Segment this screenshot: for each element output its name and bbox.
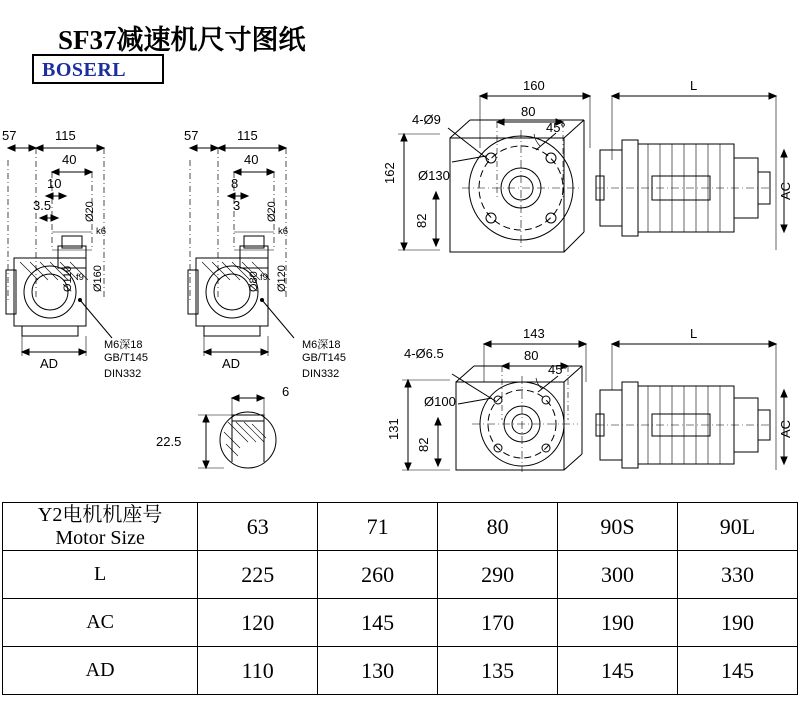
dim-l2-40: 40 xyxy=(244,152,259,167)
cell-AD-63: 110 xyxy=(198,647,318,695)
table-header-col-1: 71 xyxy=(318,503,438,551)
cell-L-90L: 330 xyxy=(677,551,797,599)
dim-l2-115: 115 xyxy=(237,128,258,143)
dim-l2-f9: f9 xyxy=(260,272,268,283)
dim-l2-AD: AD xyxy=(222,356,241,371)
motor-size-table xyxy=(2,502,798,695)
note-l1-gb: GB/T145 xyxy=(104,352,149,364)
row-label-L: L xyxy=(3,551,198,599)
bottom-right-view xyxy=(402,341,787,472)
table-row xyxy=(3,647,798,695)
cell-AC-90S: 190 xyxy=(558,599,678,647)
table-header-row xyxy=(3,503,798,551)
cell-L-71: 260 xyxy=(318,551,438,599)
table-header-label-en: Motor Size xyxy=(55,526,145,549)
table-header-col-3: 90S xyxy=(558,503,678,551)
table-row xyxy=(3,599,798,647)
cell-L-80: 290 xyxy=(438,551,558,599)
cell-AC-80: 170 xyxy=(438,599,558,647)
table-header-label xyxy=(3,503,198,551)
dim-l1-10: 10 xyxy=(47,176,62,191)
row-label-AC: AC xyxy=(3,599,198,647)
dim-bot-143: 143 xyxy=(523,326,545,341)
cell-L-63: 225 xyxy=(198,551,318,599)
dim-l1-k6: k6 xyxy=(96,226,107,237)
dim-bot-L: L xyxy=(690,326,698,341)
dim-bot-4xd65: 4-Ø6.5 xyxy=(404,346,444,361)
table-header-label-cn: Y2电机机座号 xyxy=(37,503,163,526)
dim-l2-d80: Ø80 xyxy=(248,271,260,292)
note-l1-thread: M6深18 xyxy=(104,339,143,351)
dim-top-160: 160 xyxy=(523,78,545,93)
dim-l1-57: 57 xyxy=(2,128,17,143)
dim-l2-d20: Ø20 xyxy=(266,201,278,222)
note-l2-din: DIN332 xyxy=(302,368,340,380)
row-label-AD: AD xyxy=(3,647,198,695)
dim-bot-AC: AC xyxy=(778,419,793,438)
dim-l2-8: 8 xyxy=(231,176,239,191)
dim-l1-d20: Ø20 xyxy=(84,201,96,222)
dim-top-L: L xyxy=(690,78,698,93)
dim-l1-40: 40 xyxy=(62,152,77,167)
note-l2-gb: GB/T145 xyxy=(302,352,347,364)
note-l2-thread: M6深18 xyxy=(302,339,341,351)
dim-top-82: 82 xyxy=(414,213,429,228)
left-view-2 xyxy=(188,145,294,356)
cell-AC-71: 145 xyxy=(318,599,438,647)
dim-key-22p5: 22.5 xyxy=(156,434,182,449)
table-header-col-4: 90L xyxy=(677,503,797,551)
dim-bot-45deg: 45° xyxy=(548,362,568,377)
dim-l1-115: 115 xyxy=(55,128,76,143)
dim-bot-d100: Ø100 xyxy=(424,394,456,409)
cell-AD-90S: 145 xyxy=(558,647,678,695)
dim-bot-82: 82 xyxy=(416,437,431,452)
dim-l2-k6: k6 xyxy=(278,226,289,237)
dim-l2-d120: Ø120 xyxy=(276,265,288,292)
dim-l1-d110: Ø110 xyxy=(62,265,74,292)
top-right-view xyxy=(398,93,787,252)
dim-key-6: 6 xyxy=(282,384,290,399)
table-header-col-0: 63 xyxy=(198,503,318,551)
cell-AD-71: 130 xyxy=(318,647,438,695)
dim-top-4xd9: 4-Ø9 xyxy=(412,112,441,127)
cell-AC-90L: 190 xyxy=(677,599,797,647)
cell-AD-80: 135 xyxy=(438,647,558,695)
page-title: SF37减速机尺寸图纸 xyxy=(58,25,306,55)
brand-logo-text: BOSERL xyxy=(42,59,127,81)
cell-AC-63: 120 xyxy=(198,599,318,647)
note-l1-din: DIN332 xyxy=(104,368,142,380)
dim-l1-3p5: 3.5 xyxy=(33,198,52,213)
shaft-key-detail xyxy=(198,395,276,468)
dim-l2-3: 3 xyxy=(233,198,241,213)
dim-top-80: 80 xyxy=(521,104,536,119)
dim-bot-131: 131 xyxy=(386,418,401,440)
dim-top-162: 162 xyxy=(382,162,397,184)
cell-AD-90L: 145 xyxy=(677,647,797,695)
dim-l1-f9: f9 xyxy=(76,272,84,283)
dim-top-d130: Ø130 xyxy=(418,168,450,183)
dim-top-45deg: 45° xyxy=(546,120,566,135)
dim-bot-80: 80 xyxy=(524,348,539,363)
table-row xyxy=(3,551,798,599)
dim-l1-d160: Ø160 xyxy=(92,265,104,292)
dim-l2-57: 57 xyxy=(184,128,199,143)
cell-L-90S: 300 xyxy=(558,551,678,599)
table-header-col-2: 80 xyxy=(438,503,558,551)
dim-top-AC: AC xyxy=(778,181,793,200)
dim-l1-AD: AD xyxy=(40,356,59,371)
